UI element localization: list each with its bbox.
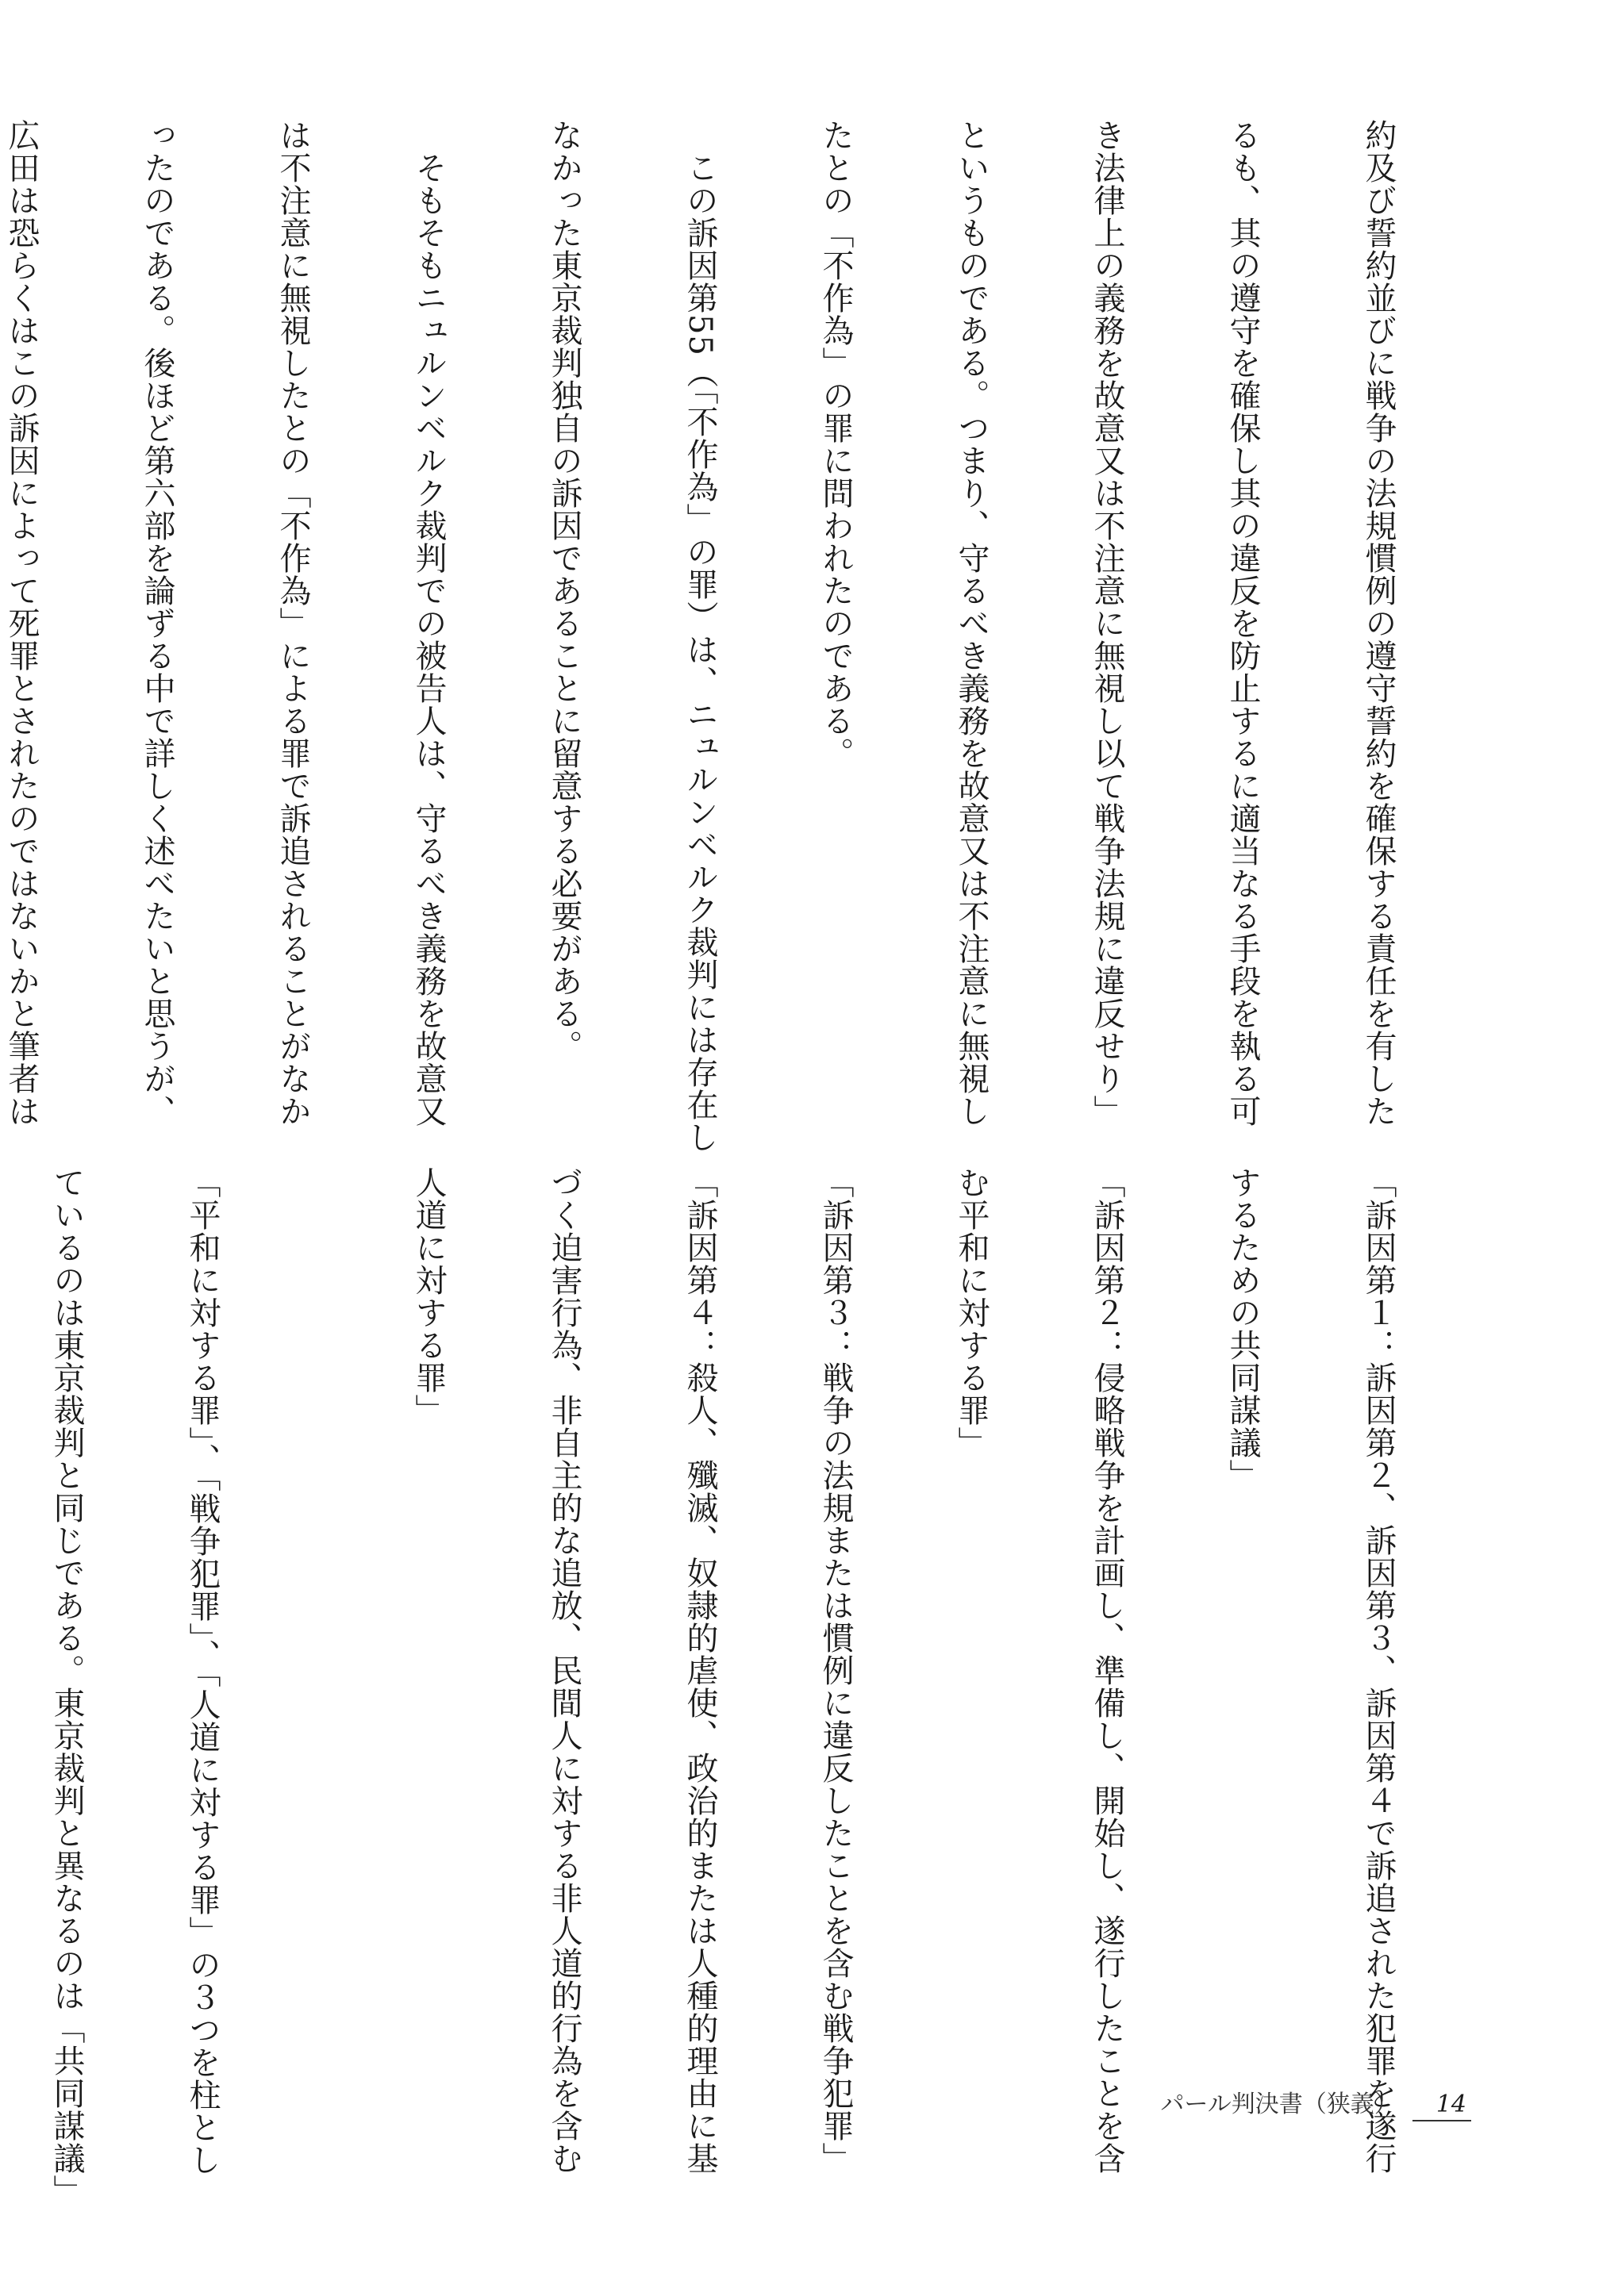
text-line: そもそもニュルンベルク裁判での被告人は、守るべき義務を故意又 [410,119,447,1127]
text-line: るも、其の遵守を確保し其の違反を防止するに適当なる手段を執る可 [1224,119,1261,1127]
running-title: パール判決書（狭義） [1160,2091,1398,2118]
text-line: 「訴因第１：訴因第２、訴因第３、訴因第４で訴追された犯罪を遂行 [1360,1166,1397,2175]
text-line: は不注意に無視したとの「不作為」による罪で訴追されることがなか [275,119,311,1127]
text-line: というものである。つまり、守るべき義務を故意又は不注意に無視し [953,119,990,1127]
text-line: ったのである。後ほど第六部を論ずる中で詳しく述べたいと思うが、 [139,119,175,1127]
text-line: 「訴因第３：戦争の法規または慣例に違反したことを含む戦争犯罪」 [817,1166,854,2175]
text-line: む平和に対する罪」 [953,1166,990,1459]
text-line: なかった東京裁判独自の訴因であることに留意する必要がある。 [546,119,582,1062]
text-line: 「訴因第４：殺人、殲滅、奴隷的虐使、政治的または人種的理由に基 [682,1166,718,2175]
text-line: するための共同謀議」 [1224,1166,1261,1492]
text-line: 「訴因第２：侵略戦争を計画し、準備し、開始し、遂行したことを含 [1089,1166,1125,2175]
text-line: 約及び誓約並びに戦争の法規慣例の遵守誓約を確保する責任を有した [1360,119,1397,1127]
text-line: ているのは東京裁判と同じである。東京裁判と異なるのは「共同謀議」 [48,1166,85,2207]
text-line: づく迫害行為、非自主的な追放、民間人に対する非人道的行為を含む [546,1166,582,2175]
lower-text-block [0,1166,1491,2207]
text-line: 人道に対する罪」 [410,1166,447,1426]
page-footer [1160,2084,1471,2121]
text-line: たとの「不作為」の罪に問われたのである。 [817,119,854,770]
upper-text-block [0,119,1491,1154]
text-line: 「平和に対する罪」、「戦争犯罪」、「人道に対する罪」の３つを柱とし [184,1166,221,2176]
text-line: き法律上の義務を故意又は不注意に無視し以て戦争法規に違反せり」 [1089,119,1125,1127]
text-line: この訴因第55（「不作為」の罪）は、ニュルンベルク裁判には存在し [682,119,718,1154]
text-line: 広田は恐らくはこの訴因によって死罪とされたのではないかと筆者は [3,119,40,1127]
page-number: 14 [1412,2091,1471,2121]
